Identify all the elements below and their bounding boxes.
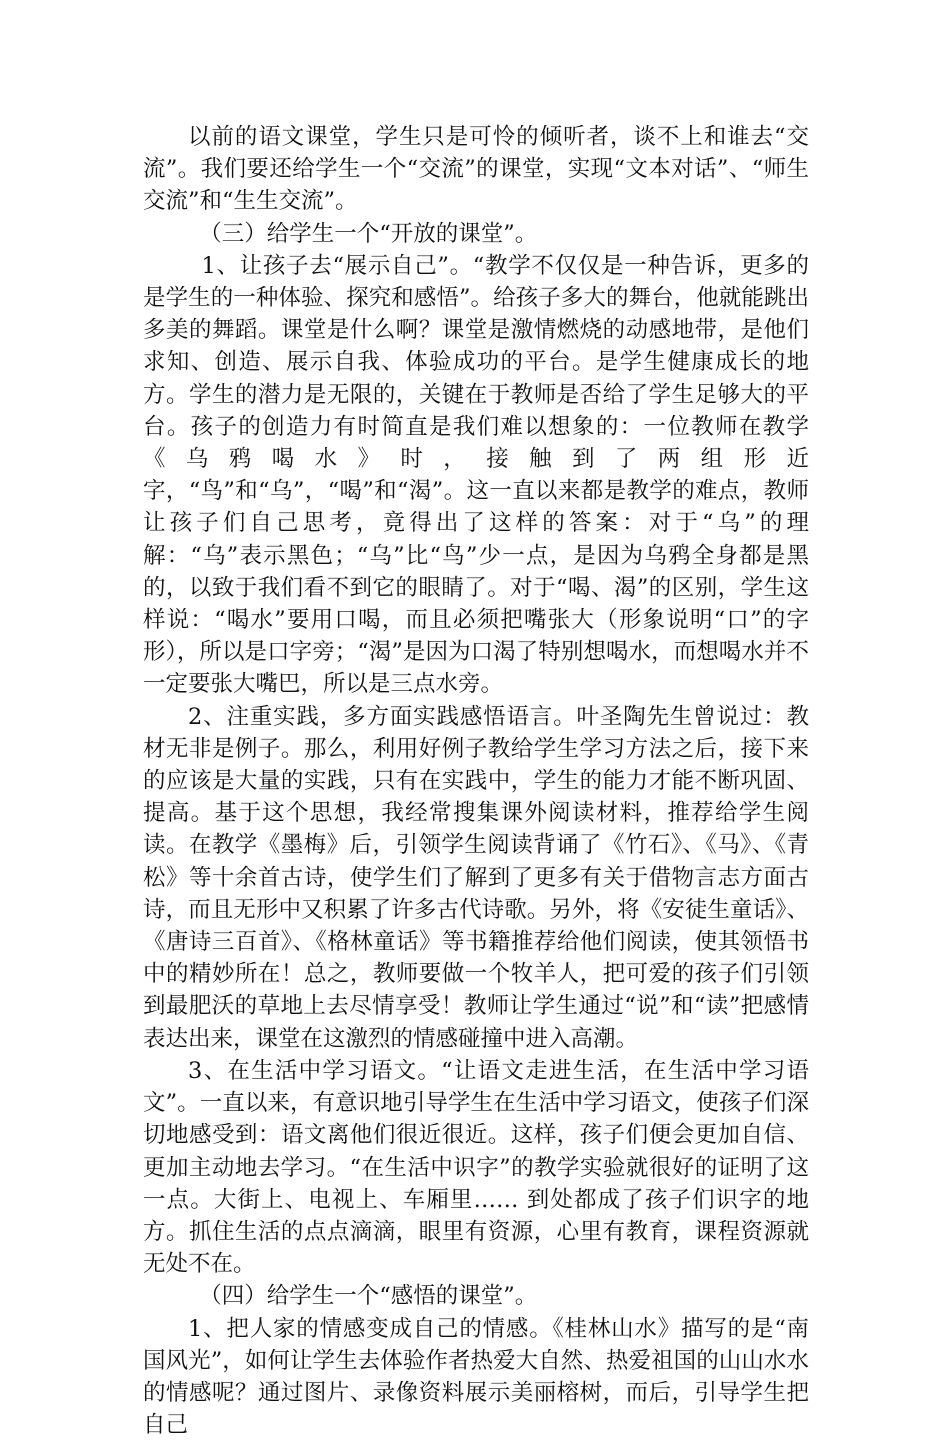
section-heading-perception-classroom: （四）给学生一个“感悟的课堂”。: [199, 1283, 538, 1310]
paragraph-emotion: 1、把人家的情感变成自己的情感。《桂林山水》描写的是“南国风光”，如何让学生去体验作者热爱大自然、热爱祖国的山山水水的情感呢？通过图片、录像资料展示美丽榕树，而后，引导学生把自己: [143, 1315, 809, 1439]
paragraph-intro: 以前的语文课堂，学生只是可怜的倾听者，谈不上和谁去“交流”。我们要还给学生一个“交流”的课堂，实现“文本对话”、“师生交流”和“生生交流”。: [143, 124, 809, 215]
section-heading-open-classroom: （三）给学生一个“开放的课堂”。: [199, 220, 538, 247]
document-body: [143, 121, 809, 1441]
paragraph-show-yourself: 1、让孩子去“展示自己”。“教学不仅仅是一种告诉，更多的是学生的一种体验、探究和感悟”。给孩子多大的舞台，他就能跳出多美的舞蹈。课堂是什么啊？课堂是激情燃烧的动感地带，是他们求知、创造、展示自我、体验成功的平台。是学生健康成长的地方。学生的潜力是无限的，关键在于教师是否给了学生足够大的平台。孩子的创造力有时简直是我们难以想象的：一位教师在教学《乌鸦喝水》时，接触到了两组形近字，“鸟”和“乌”，“喝”和“渴”。这一直以来都是教学的难点，教师让孩子们自己思考，竟得出了这样的答案：对于“乌”的理解：“乌”表示黑色；“乌”比“鸟”少一点，是因为乌鸦全身都是黑的，以致于我们看不到它的眼睛了。对于“喝、渴”的区别，学生这样说：“喝水”要用口喝，而且必须把嘴张大（形象说明“口”的字形），所以是口字旁；“渴”是因为口渴了特别想喝水，而想喝水并不一定要张大嘴巴，所以是三点水旁。: [143, 252, 809, 698]
paragraph-learn-in-life: 3、在生活中学习语文。“让语文走进生活，在生活中学习语文”。一直以来，有意识地引导学生在生活中学习语文，使孩子们深切地感受到：语文离他们很近很近。这样，孩子们便会更加自信、更加主动地去学习。“在生活中识字”的教学实验就很好的证明了这一点。大街上、电视上、车厢里…… 到处都成了孩子们识字的地方。抓住生活的点点滴滴，眼里有资源，心里有教育，课程资源就无处不在。: [143, 1057, 809, 1278]
paragraph-practice: 2、注重实践，多方面实践感悟语言。叶圣陶先生曾说过：教材无非是例子。那么，利用好例子教给学生学习方法之后，接下来的应该是大量的实践，只有在实践中，学生的能力才能不断巩固、提高。基于这个思想，我经常搜集课外阅读材料，推荐给学生阅读。在教学《墨梅》后，引领学生阅读背诵了《竹石》、《马》、《青松》等十余首古诗，使学生们了解到了更多有关于借物言志方面古诗，而且无形中又积累了许多古代诗歌。另外，将《安徒生童话》、《唐诗三百首》、《格林童话》等书籍推荐给他们阅读，使其领悟书中的精妙所在！总之，教师要做一个牧羊人，把可爱的孩子们引领到最肥沃的草地上去尽情享受！教师让学生通过“说”和“读”把感情表达出来，课堂在这激烈的情感碰撞中进入高潮。: [143, 703, 809, 1052]
